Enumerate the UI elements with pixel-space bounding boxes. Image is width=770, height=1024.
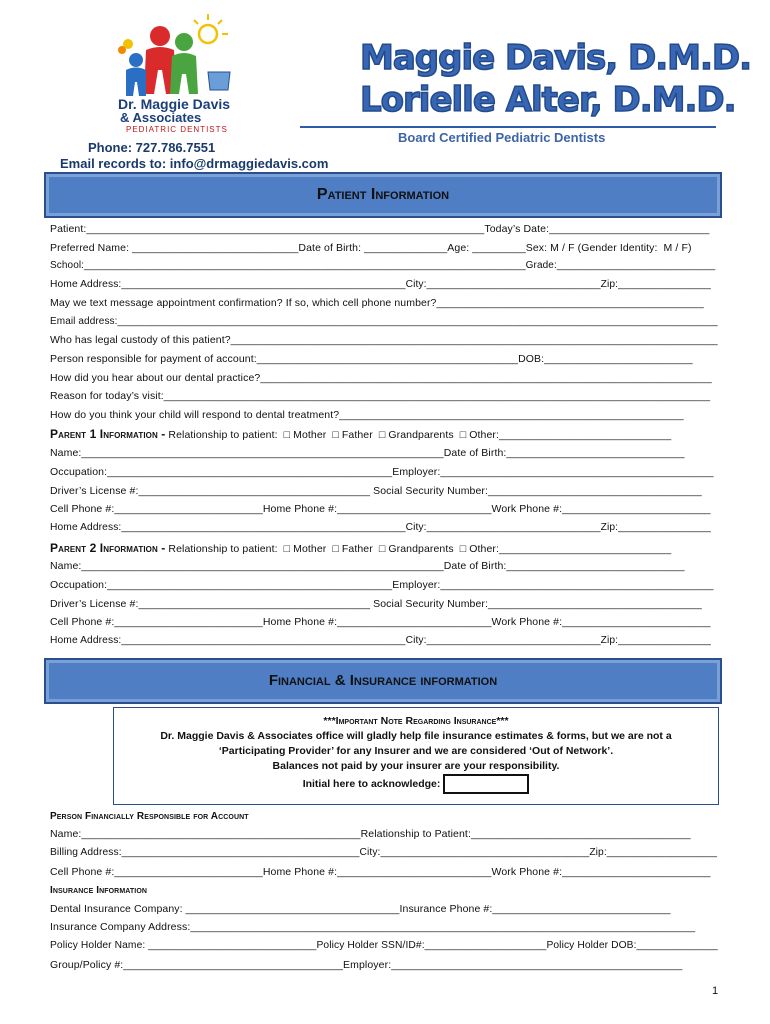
initial-input-box[interactable]: [443, 774, 529, 794]
header-divider: [300, 126, 716, 128]
patient-line-9[interactable]: How did you hear about our dental practice?____________________________________________________________________________: [50, 372, 712, 384]
notice-line-1: Dr. Maggie Davis & Associates office will gladly help file insurance estimates & forms, but we are not a: [160, 730, 672, 742]
notice-initial-row: [114, 774, 718, 794]
patient-line-1[interactable]: Patient:___________________________________________________________________Today’s Date:___________________________: [50, 223, 710, 235]
responsible-heading-row: [50, 810, 249, 822]
notice-heading: ***Important Note Regarding Insurance***: [323, 715, 509, 727]
patient-line-5[interactable]: May we text message appointment confirmation? If so, which cell phone number?_____________________________________________: [50, 297, 704, 309]
patient-line-4[interactable]: Home Address:_________________________________________________City:______________________________Zip:________________: [50, 279, 711, 290]
parent2-heading-row: [50, 541, 671, 555]
financial-info-banner: [44, 658, 722, 704]
parent2-line-4[interactable]: Cell Phone #:_________________________Home Phone #:__________________________Work Phone #:_________________________: [50, 616, 711, 628]
insurance-line-1[interactable]: Dental Insurance Company: ____________________________________Insurance Phone #:______________________________: [50, 903, 671, 915]
family-figures-icon: [118, 26, 230, 96]
patient-line-7[interactable]: Who has legal custody of this patient?__________________________________________________________________________________: [50, 334, 718, 346]
insurance-notice-box: [113, 707, 719, 805]
parent1-line-2[interactable]: Occupation:________________________________________________Employer:______________________________________________: [50, 466, 714, 478]
notice-line-2: ‘Participating Provider’ for any Insurer and we are considered ‘Out of Network’.: [218, 745, 614, 757]
parent1-line-5[interactable]: Home Address:_________________________________________________City:______________________________Zip:________________: [50, 522, 711, 533]
patient-line-8[interactable]: Person responsible for payment of account:____________________________________________DOB:_________________________: [50, 353, 693, 365]
logo-line-3: PEDIATRIC DENTISTS: [126, 125, 228, 134]
parent1-heading: Parent 1 Information -: [50, 427, 166, 441]
parent2-heading: Parent 2 Information -: [50, 541, 166, 555]
responsible-line-1[interactable]: Name:_______________________________________________Relationship to Patient:_____________________________________: [50, 828, 691, 840]
responsible-heading: Person Financially Responsible for Account: [50, 811, 249, 822]
parent2-relationship[interactable]: Relationship to patient: □ Mother □ Father □ Grandparents □ Other:_____________________________: [165, 543, 672, 555]
parent1-line-4[interactable]: Cell Phone #:_________________________Home Phone #:__________________________Work Phone #:_________________________: [50, 503, 711, 515]
logo-line-1: Dr. Maggie Davis: [118, 96, 231, 112]
parent1-line-1[interactable]: Name:_____________________________________________________________Date of Birth:______________________________: [50, 447, 685, 459]
patient-line-3[interactable]: School:______________________________________________________________________________Grade:____________________________: [50, 260, 716, 271]
patient-info-title: Patient Information: [316, 186, 450, 203]
parent2-line-3[interactable]: Driver’s License #:_______________________________________ Social Security Number:____________________________________: [50, 598, 702, 610]
parent2-line-1[interactable]: Name:_____________________________________________________________Date of Birth:______________________________: [50, 560, 685, 572]
notice-line-4: Initial here to acknowledge:: [302, 777, 441, 790]
tagline: Board Certified Pediatric Dentists: [398, 130, 606, 145]
parent2-line-2[interactable]: Occupation:________________________________________________Employer:______________________________________________: [50, 579, 714, 591]
parent2-line-5[interactable]: Home Address:_________________________________________________City:______________________________Zip:________________: [50, 635, 711, 646]
parent1-line-3[interactable]: Driver’s License #:_______________________________________ Social Security Number:____________________________________: [50, 485, 702, 497]
patient-line-10[interactable]: Reason for today’s visit:____________________________________________________________________________________________: [50, 390, 711, 402]
patient-line-11[interactable]: How do you think your child will respond to dental treatment?__________________________________________________________: [50, 409, 684, 421]
insurance-heading: Insurance Information: [50, 885, 148, 896]
patient-line-6[interactable]: Email address:__________________________________________________________________________________________________________: [50, 316, 718, 327]
sun-icon: [194, 14, 228, 43]
practice-phone: Phone: 727.786.7551: [88, 140, 216, 155]
responsible-line-2[interactable]: Billing Address:_________________________________________City:____________________________________Zip:___________________: [50, 847, 718, 858]
insurance-heading-row: [50, 884, 147, 896]
insurance-line-2[interactable]: Insurance Company Address:_____________________________________________________________________________________: [50, 921, 696, 933]
practice-email: Email records to: info@drmaggiedavis.com: [60, 156, 329, 171]
patient-line-2[interactable]: Preferred Name: ____________________________Date of Birth: ______________Age: _________Sex: M / F (Gender Identity: M / F): [50, 242, 692, 254]
parent1-heading-row: [50, 427, 671, 441]
responsible-line-3[interactable]: Cell Phone #:_________________________Home Phone #:__________________________Work Phone #:_________________________: [50, 866, 711, 878]
parent1-relationship[interactable]: Relationship to patient: □ Mother □ Father □ Grandparents □ Other:_____________________________: [165, 429, 672, 441]
doctor-name-1: Maggie Davis, D.M.D.: [360, 38, 752, 78]
logo-line-2: & Associates: [120, 110, 202, 125]
patient-info-banner: [44, 172, 722, 218]
insurance-line-4[interactable]: Group/Policy #:_____________________________________Employer:_________________________________________________: [50, 959, 683, 971]
notice-line-3: Balances not paid by your insurer are your responsibility.: [272, 760, 560, 772]
page-number: 1: [712, 985, 719, 997]
financial-info-title: Financial & Insurance information: [268, 672, 498, 689]
insurance-line-3[interactable]: Policy Holder Name: _____________________________Policy Holder SSN/ID#:_____________________Policy Holder DOB:______________: [50, 940, 718, 951]
doctor-name-2: Lorielle Alter, D.M.D.: [360, 80, 736, 120]
